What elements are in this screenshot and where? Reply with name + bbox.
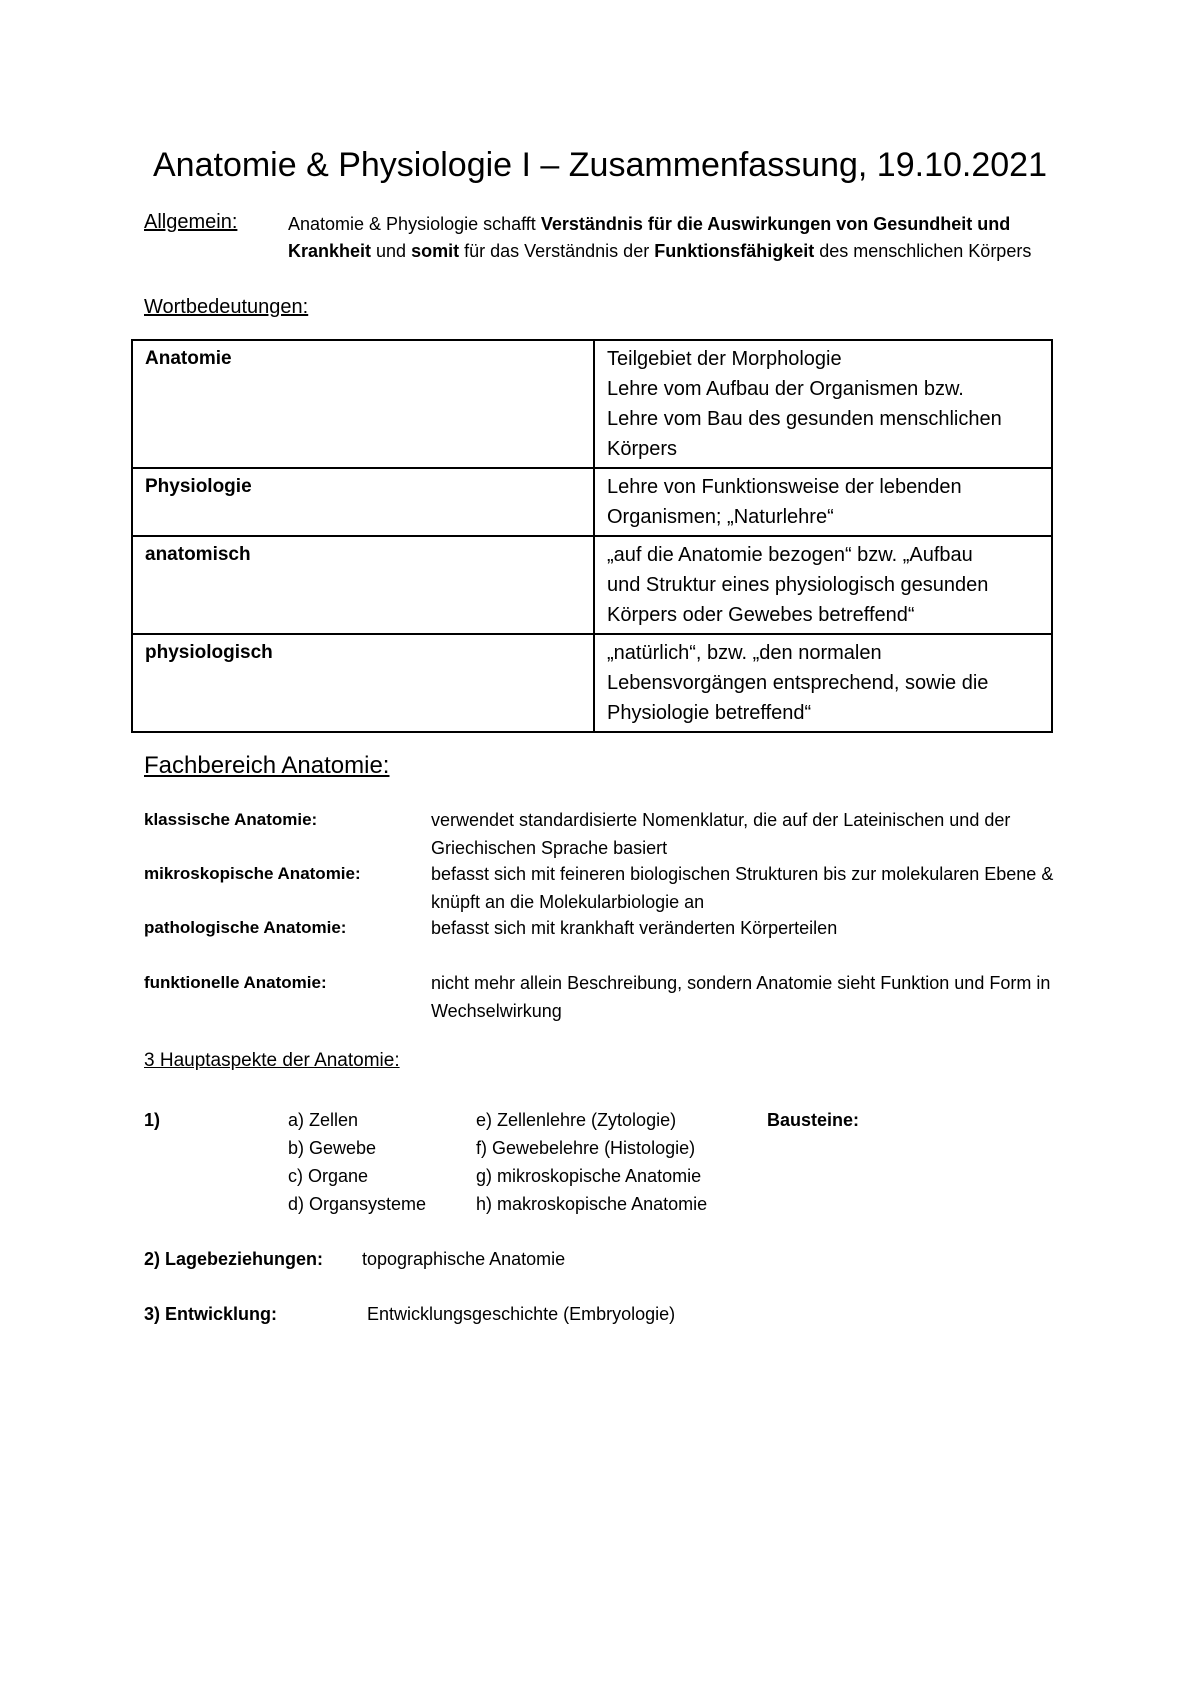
allgemein-text	[288, 211, 1058, 265]
fach-term: mikroskopische Anatomie:	[144, 864, 361, 883]
word-meanings-table	[131, 339, 1053, 733]
intro-part-bold: Verständnis für die Auswirkungen von Gesundheit und Krankheit	[288, 214, 1011, 261]
definition-line: Teilgebiet der Morphologie	[607, 348, 842, 370]
definition-line: Körpers oder Gewebes betreffend“	[607, 604, 915, 626]
fach-description: verwendet standardisierte Nomenklatur, die auf der Lateinischen und der Griechischen Sprache basiert	[431, 810, 1011, 858]
definition-cell	[594, 340, 1052, 468]
aspect2-label: 2) Lagebeziehungen:	[144, 1249, 324, 1269]
term-cell: Physiologie	[132, 468, 594, 536]
definition-line: Lehre vom Bau des gesunden menschlichen	[607, 408, 1002, 430]
intro-part-bold: somit	[411, 241, 460, 261]
aspect3-label: 3) Entwicklung:	[144, 1304, 278, 1324]
aspect1-left-item: d) Organsysteme	[288, 1194, 427, 1214]
definition-cell	[594, 536, 1052, 634]
aspect1-left-item: c) Organe	[288, 1166, 369, 1186]
intro-part-bold: Funktionsfähigkeit	[654, 241, 815, 261]
aspect1-right-item: h) makroskopische Anatomie	[476, 1194, 708, 1214]
aspect1-number: 1)	[144, 1110, 161, 1130]
aspect1-right-item: g) mikroskopische Anatomie	[476, 1166, 702, 1186]
definition-line: Physiologie betreffend“	[607, 702, 812, 724]
fachbereich-heading: Fachbereich Anatomie:	[144, 752, 390, 779]
definition-line: Körpers	[607, 438, 678, 460]
page-title: Anatomie & Physiologie I – Zusammenfassung, 19.10.2021	[153, 146, 1047, 184]
table-row	[132, 634, 1052, 732]
table-row	[132, 468, 1052, 536]
intro-part: für das Verständnis der	[459, 241, 655, 261]
aspect1-left-item: b) Gewebe	[288, 1138, 377, 1158]
fach-term: pathologische Anatomie:	[144, 918, 347, 937]
definition-line: „natürlich“, bzw. „den normalen	[607, 642, 882, 664]
intro-part: Anatomie & Physiologie schafft	[288, 214, 541, 234]
fach-description: befasst sich mit krankhaft veränderten Körperteilen	[431, 918, 838, 938]
aspect2-value: topographische Anatomie	[362, 1249, 566, 1269]
aspect3-value: Entwicklungsgeschichte (Embryologie)	[367, 1304, 676, 1324]
aspect1-right-item: f) Gewebelehre (Histologie)	[476, 1138, 696, 1158]
fach-term: funktionelle Anatomie:	[144, 973, 327, 992]
definition-line: Organismen; „Naturlehre“	[607, 506, 834, 528]
aspect1-left-item: a) Zellen	[288, 1110, 359, 1130]
intro-part: und	[371, 241, 412, 261]
definition-line: und Struktur eines physiologisch gesunden	[607, 574, 989, 596]
definition-line: „auf die Anatomie bezogen“ bzw. „Aufbau	[607, 544, 973, 566]
aspect1-note: Bausteine:	[767, 1110, 860, 1130]
hauptaspekte-heading: 3 Hauptaspekte der Anatomie:	[144, 1050, 400, 1071]
term-cell: Anatomie	[132, 340, 594, 468]
fach-description: nicht mehr allein Beschreibung, sondern Anatomie sieht Funktion und Form in Wechselwirkung	[431, 973, 1051, 1021]
term-cell: anatomisch	[132, 536, 594, 634]
allgemein-label: Allgemein:	[144, 211, 238, 233]
intro-part: des menschlichen Körpers	[814, 241, 1032, 261]
table-row	[132, 340, 1052, 468]
table-row	[132, 536, 1052, 634]
definition-cell	[594, 634, 1052, 732]
definition-line: Lebensvorgängen entsprechend, sowie die	[607, 672, 989, 694]
fach-term: klassische Anatomie:	[144, 810, 318, 829]
definition-line: Lehre vom Aufbau der Organismen bzw.	[607, 378, 964, 400]
definition-cell	[594, 468, 1052, 536]
definition-line: Lehre von Funktionsweise der lebenden	[607, 476, 962, 498]
term-cell: physiologisch	[132, 634, 594, 732]
aspect1-right-item: e) Zellenlehre (Zytologie)	[476, 1110, 677, 1130]
fach-description: befasst sich mit feineren biologischen Strukturen bis zur molekularen Ebene & knüpft an die Molekularbiologie an	[431, 864, 1054, 912]
wortbedeutungen-label: Wortbedeutungen:	[144, 296, 309, 318]
